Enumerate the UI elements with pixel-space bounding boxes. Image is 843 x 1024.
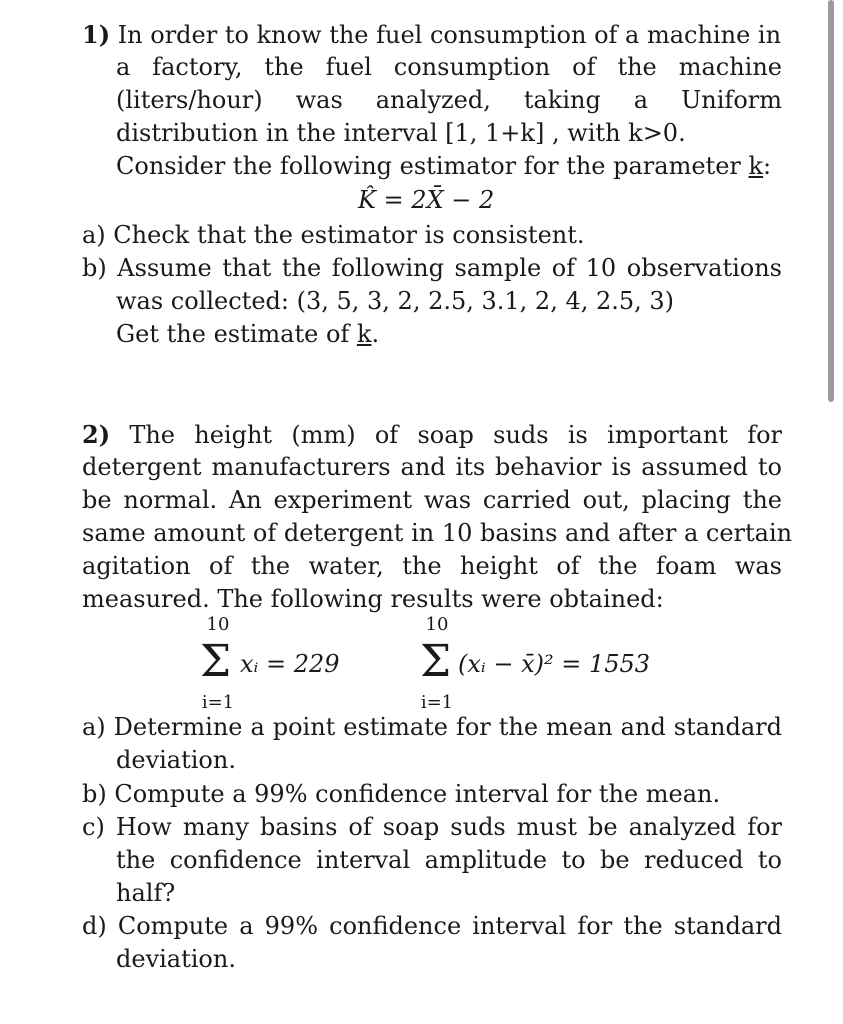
problem-2-part-a-line-1: a) Determine a point estimate for the mean and standard <box>82 713 782 741</box>
problem-2-part-c-line-2: the confidence interval amplitude to be reduced to <box>116 846 782 874</box>
problem-2-part-d-line-1: d) Compute a 99% confidence interval for the standard <box>82 912 782 940</box>
sum-2-lower-limit: i=1 <box>420 692 454 713</box>
parameter-k-2: k <box>356 320 372 348</box>
problem-1-number: 1) <box>82 20 111 49</box>
problem-2-line-3: be normal. An experiment was carried out, placing the <box>82 486 782 514</box>
problem-1-text-1: In order to know the fuel consumption of a machine in <box>110 21 782 49</box>
problem-2-number: 2) <box>82 420 111 449</box>
problem-2-line-1 <box>82 418 782 452</box>
sum-1-sigma: Σ <box>200 636 232 687</box>
parameter-k: k <box>748 152 764 180</box>
problem-1-text-5a: Consider the following estimator for the parameter <box>116 152 749 180</box>
problem-1-line-3: (liters/hour) was analyzed, taking a Uniform <box>116 86 782 114</box>
scrollbar[interactable] <box>828 0 834 402</box>
problem-1-part-b-line-3 <box>116 318 379 351</box>
problem-1-text-5c: : <box>763 152 772 180</box>
sum-1-upper-limit: 10 <box>206 614 230 635</box>
problem-1-line-2: a factory, the fuel consumption of the machine <box>116 53 782 81</box>
sum-2-expression: (xᵢ − x̄)² = 1553 <box>458 650 651 678</box>
problem-1-text-b3a: Get the estimate of <box>116 320 357 348</box>
sum-1-lower-limit: i=1 <box>201 692 235 713</box>
problem-2-line-4: same amount of detergent in 10 basins and after a certain <box>82 519 793 547</box>
problem-2-line-5: agitation of the water, the height of the foam was <box>82 552 782 580</box>
problem-1-line-5 <box>116 150 771 183</box>
problem-1-line-4: distribution in the interval [1, 1+k] , with k>0. <box>116 119 686 147</box>
problem-2-part-c-line-1: c) How many basins of soap suds must be analyzed for <box>82 813 782 841</box>
problem-2-part-b: b) Compute a 99% confidence interval for the mean. <box>82 780 721 808</box>
problem-2-text-1: The height (mm) of soap suds is important for <box>110 421 782 449</box>
problem-1-part-a: a) Check that the estimator is consistent. <box>82 221 585 249</box>
problem-1-part-b-line-1: b) Assume that the following sample of 10 observations <box>82 254 782 282</box>
problem-1-text-b3c: . <box>371 320 380 348</box>
problem-1-line-1 <box>82 18 782 52</box>
problem-2-part-d-line-2: deviation. <box>116 945 236 973</box>
sum-2-sigma: Σ <box>420 636 452 687</box>
problem-1-part-b-line-2: was collected: (3, 5, 3, 2, 2.5, 3.1, 2, 4, 2.5, 3) <box>116 287 675 315</box>
problem-2-part-a-line-2: deviation. <box>116 746 236 774</box>
sum-1-expression: xᵢ = 229 <box>240 650 340 678</box>
problem-2-line-6: measured. The following results were obtained: <box>82 585 664 613</box>
problem-2-line-2: detergent manufacturers and its behavior is assumed to <box>82 453 782 481</box>
problem-2-part-c-line-3: half? <box>116 879 176 907</box>
sum-2-upper-limit: 10 <box>425 614 449 635</box>
estimator-formula: K̂ = 2X̄ − 2 <box>358 186 495 214</box>
